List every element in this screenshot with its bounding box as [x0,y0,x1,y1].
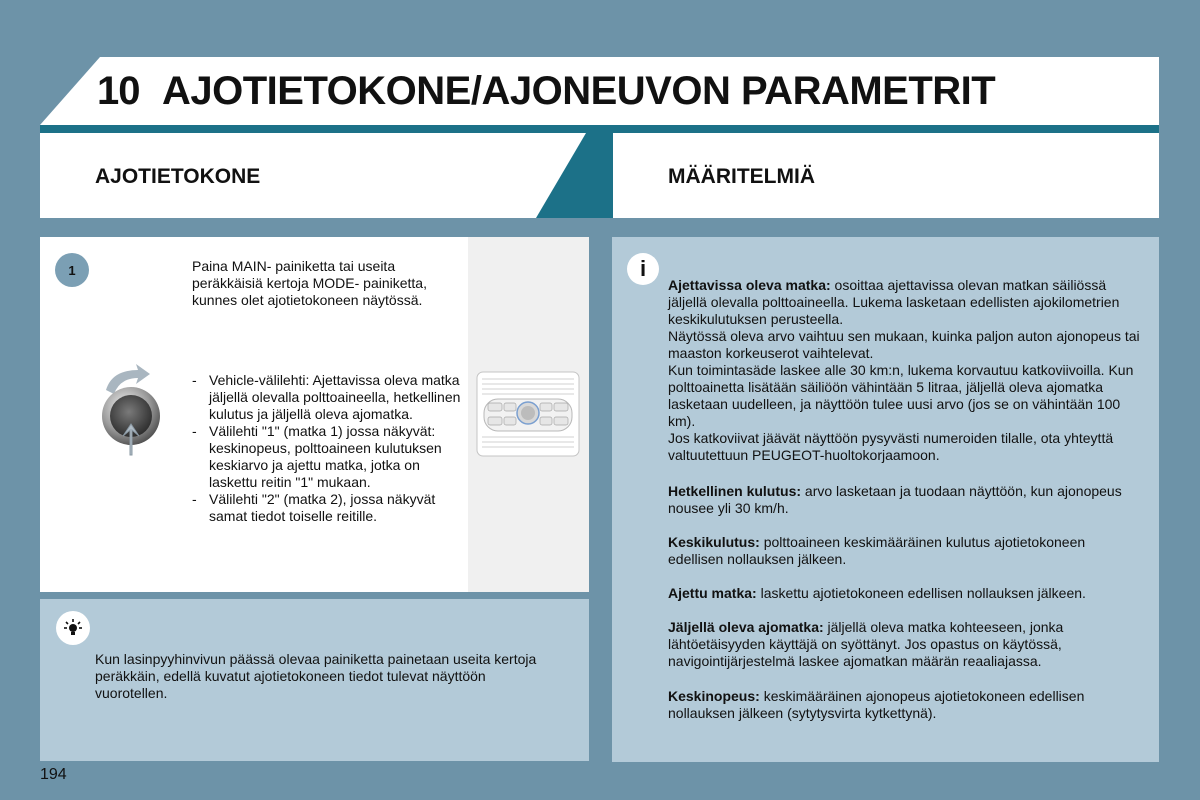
left-section-title: AJOTIETOKONE [95,165,261,188]
step-number-badge: 1 [55,253,89,287]
definition-item [668,277,1144,464]
mode-knob-icon [96,360,166,460]
definition-term: Ajettavissa oleva matka: [668,277,831,293]
page-number: 194 [40,766,67,783]
header-rule [40,125,1159,133]
definition-text: osoittaa ajettavissa olevan matkan säiliössä jäljellä olevalla polttoaineella. Lukema lasketaan edellisten ajokilometrien keskikulutuksen perusteella. [668,277,1120,327]
list-item: - Välilehti "2" (matka 2), jossa näkyvät samat tiedot toiselle reitille. [192,491,464,525]
right-section-title: MÄÄRITELMIÄ [668,165,815,188]
list-item: - Välilehti "1" (matka 1) jossa näkyvät: keskinopeus, polttoaineen kulutuksen keskiarvo ja ajettu matka, jotka on laskettu reitin "1" mukaan. [192,423,464,491]
definition-extra: Jos katkoviivat jäävät näyttöön pysyvästi numeroiden tilalle, ota yhteyttä valtuutettuun PEUGEOT-huoltokorjaamoon. [668,430,1114,463]
definition-item [668,483,1144,517]
definition-text: jäljellä oleva matka kohteeseen, jonka lähtöetäisyyden käyttäjä on syöttänyt. Jos opastus on käytössä, navigointijärjestelmä laskee ajomatkan määrän reaaliajassa. [668,619,1064,669]
definition-extra: Näytössä oleva arvo vaihtuu sen mukaan, kuinka paljon auton ajonopeus tai maaston korkeuserot vaihtelevat. [668,328,1140,361]
info-icon: i [627,253,659,285]
definition-term: Keskinopeus: [668,688,760,704]
step-intro-text: Paina MAIN- painiketta tai useita peräkkäisiä kertoja MODE- painiketta, kunnes olet ajotietokoneen näytössä. [192,258,427,308]
lightbulb-icon [56,611,90,645]
step-list [192,372,464,525]
definition-text: laskettu ajotietokoneen edellisen nollauksen jälkeen. [756,585,1086,601]
list-item: - Vehicle-välilehti: Ajettavissa oleva matka jäljellä olevalla polttoaineella, hetkellinen kulutus ja jäljellä oleva ajomatka. [192,372,464,423]
definition-term: Ajettu matka: [668,585,757,601]
definition-text: polttoaineen keskimääräinen kulutus ajotietokoneen edellisen nollauksen jälkeen. [668,534,1086,567]
definition-item [668,585,1144,602]
tip-text: Kun lasinpyyhinvivun päässä olevaa painiketta painetaan useita kertoja peräkkäin, edellä kuvatut ajotietokoneen tiedot tulevat näyttöön vuorotellen. [95,651,537,701]
definition-item [668,534,1144,568]
definition-term: Keskikulutus: [668,534,760,550]
definition-item [668,688,1144,722]
audio-panel-illustration [476,371,580,457]
definition-term: Hetkellinen kulutus: [668,483,802,499]
chapter-number: 10 [97,69,140,113]
definition-item [668,619,1144,670]
definition-term: Jäljellä oleva ajomatka: [668,619,824,635]
chapter-title: AJOTIETOKONE/AJONEUVON PARAMETRIT [162,69,996,113]
definition-extra: Kun toimintasäde laskee alle 30 km:n, lukema korvautuu katkoviivoilla. Kun polttoainetta lisätään säiliöön vähintään 5 litraa, jäljellä oleva ajomatka lasketaan uudelleen, ja näyttöön tulee uusi arvo (jos se on vähintään 100 km). [668,362,1134,429]
definition-text: keskimääräinen ajonopeus ajotietokoneen edellisen nollauksen jälkeen (sytytysvirta kytkettynä). [668,688,1085,721]
definition-text: arvo lasketaan ja tuodaan näyttöön, kun ajonopeus nousee yli 30 km/h. [668,483,1122,516]
